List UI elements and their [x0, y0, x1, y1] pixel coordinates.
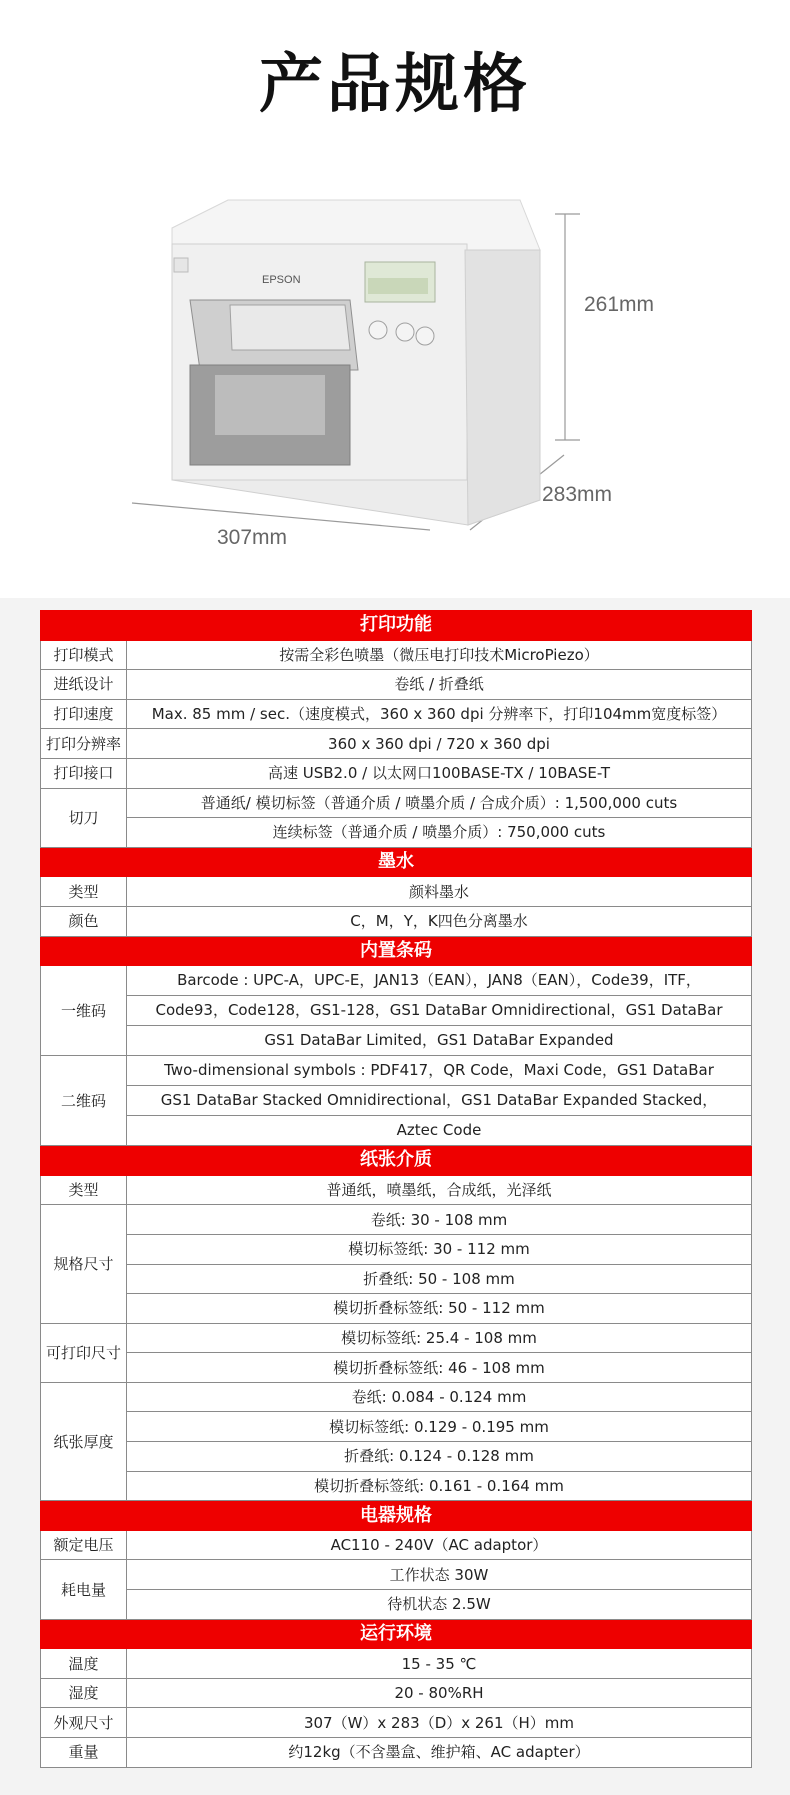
row-label: 打印接口 — [41, 758, 127, 788]
row-value: 待机状态 2.5W — [127, 1590, 752, 1620]
row-label: 颜色 — [41, 906, 127, 936]
row-value: C，M，Y，K四色分离墨水 — [127, 906, 752, 936]
printer-illustration — [0, 0, 790, 600]
row-value: 普通纸/ 模切标签（普通介质 / 喷墨介质 / 合成介质）: 1,500,000 cuts — [127, 788, 752, 818]
row-value: 模切折叠标签纸: 50 - 112 mm — [127, 1294, 752, 1324]
row-value-multiline — [127, 966, 752, 1056]
row-value: 15 - 35 ℃ — [127, 1649, 752, 1679]
row-label: 一维码 — [41, 966, 127, 1056]
value-line: GS1 DataBar Limited，GS1 DataBar Expanded — [264, 1031, 614, 1050]
row-value: 卷纸: 30 - 108 mm — [127, 1205, 752, 1235]
value-line: Two-dimensional symbols : PDF417，QR Code，Maxi Code，GS1 DataBar — [127, 1056, 751, 1086]
row-value: 高速 USB2.0 / 以太网口100BASE-TX / 10BASE-T — [127, 758, 752, 788]
row-label: 湿度 — [41, 1678, 127, 1708]
brand-logo: EPSON — [262, 274, 301, 286]
product-image-area — [0, 0, 790, 600]
row-value: 模切标签纸: 0.129 - 0.195 mm — [127, 1412, 752, 1442]
value-line: Code93，Code128，GS1-128，GS1 DataBar Omnidirectional，GS1 DataBar — [127, 996, 751, 1026]
row-value: 折叠纸: 0.124 - 0.128 mm — [127, 1442, 752, 1472]
section-header-ink: 墨水 — [41, 847, 752, 877]
row-label: 类型 — [41, 1175, 127, 1205]
spec-area — [0, 598, 790, 1795]
row-label: 可打印尺寸 — [41, 1323, 127, 1382]
row-label: 规格尺寸 — [41, 1205, 127, 1323]
row-value: 307（W）x 283（D）x 261（H）mm — [127, 1708, 752, 1738]
row-value-multiline — [127, 1056, 752, 1146]
depth-dimension-label: 283mm — [542, 483, 613, 506]
height-dimension-label: 261mm — [584, 293, 655, 316]
row-value: AC110 - 240V（AC adaptor） — [127, 1530, 752, 1560]
row-value: 普通纸，喷墨纸，合成纸，光泽纸 — [127, 1175, 752, 1205]
row-value: 约12kg（不含墨盒、维护箱、AC adapter） — [127, 1738, 752, 1768]
row-value: 卷纸: 0.084 - 0.124 mm — [127, 1382, 752, 1412]
row-value: 连续标签（普通介质 / 喷墨介质）: 750,000 cuts — [127, 818, 752, 848]
value-line: Barcode : UPC-A，UPC-E，JAN13（EAN），JAN8（EAN），Code39，ITF， — [127, 966, 751, 996]
row-value: 按需全彩色喷墨（微压电打印技术MicroPiezo） — [127, 640, 752, 670]
row-value: 折叠纸: 50 - 108 mm — [127, 1264, 752, 1294]
row-label: 打印分辨率 — [41, 729, 127, 759]
row-value: 20 - 80%RH — [127, 1678, 752, 1708]
page-title: 产品规格 — [259, 48, 531, 122]
row-value: 模切折叠标签纸: 0.161 - 0.164 mm — [127, 1471, 752, 1501]
row-value: 模切标签纸: 30 - 112 mm — [127, 1234, 752, 1264]
row-label: 进纸设计 — [41, 670, 127, 700]
value-line: Aztec Code — [396, 1121, 482, 1140]
row-label: 打印速度 — [41, 699, 127, 729]
row-label: 切刀 — [41, 788, 127, 847]
section-header-media: 纸张介质 — [41, 1146, 752, 1176]
section-header-print: 打印功能 — [41, 611, 752, 641]
row-value: 360 x 360 dpi / 720 x 360 dpi — [127, 729, 752, 759]
row-value: 颜料墨水 — [127, 877, 752, 907]
row-value: 卷纸 / 折叠纸 — [127, 670, 752, 700]
value-line: GS1 DataBar Stacked Omnidirectional，GS1 DataBar Expanded Stacked， — [127, 1086, 751, 1116]
section-header-electrical: 电器规格 — [41, 1501, 752, 1531]
row-label: 额定电压 — [41, 1530, 127, 1560]
row-value: Max. 85 mm / sec.（速度模式，360 x 360 dpi 分辨率下，打印104mm宽度标签） — [127, 699, 752, 729]
row-value: 模切折叠标签纸: 46 - 108 mm — [127, 1353, 752, 1383]
row-value: 工作状态 30W — [127, 1560, 752, 1590]
row-label: 重量 — [41, 1738, 127, 1768]
width-dimension-label: 307mm — [217, 526, 288, 549]
section-header-barcode: 内置条码 — [41, 936, 752, 966]
row-label: 纸张厚度 — [41, 1382, 127, 1500]
row-label: 类型 — [41, 877, 127, 907]
spec-table — [40, 610, 752, 1768]
row-label: 外观尺寸 — [41, 1708, 127, 1738]
section-header-environment: 运行环境 — [41, 1619, 752, 1649]
row-label: 温度 — [41, 1649, 127, 1679]
row-label: 耗电量 — [41, 1560, 127, 1619]
row-label: 二维码 — [41, 1056, 127, 1146]
row-value: 模切标签纸: 25.4 - 108 mm — [127, 1323, 752, 1353]
row-label: 打印模式 — [41, 640, 127, 670]
